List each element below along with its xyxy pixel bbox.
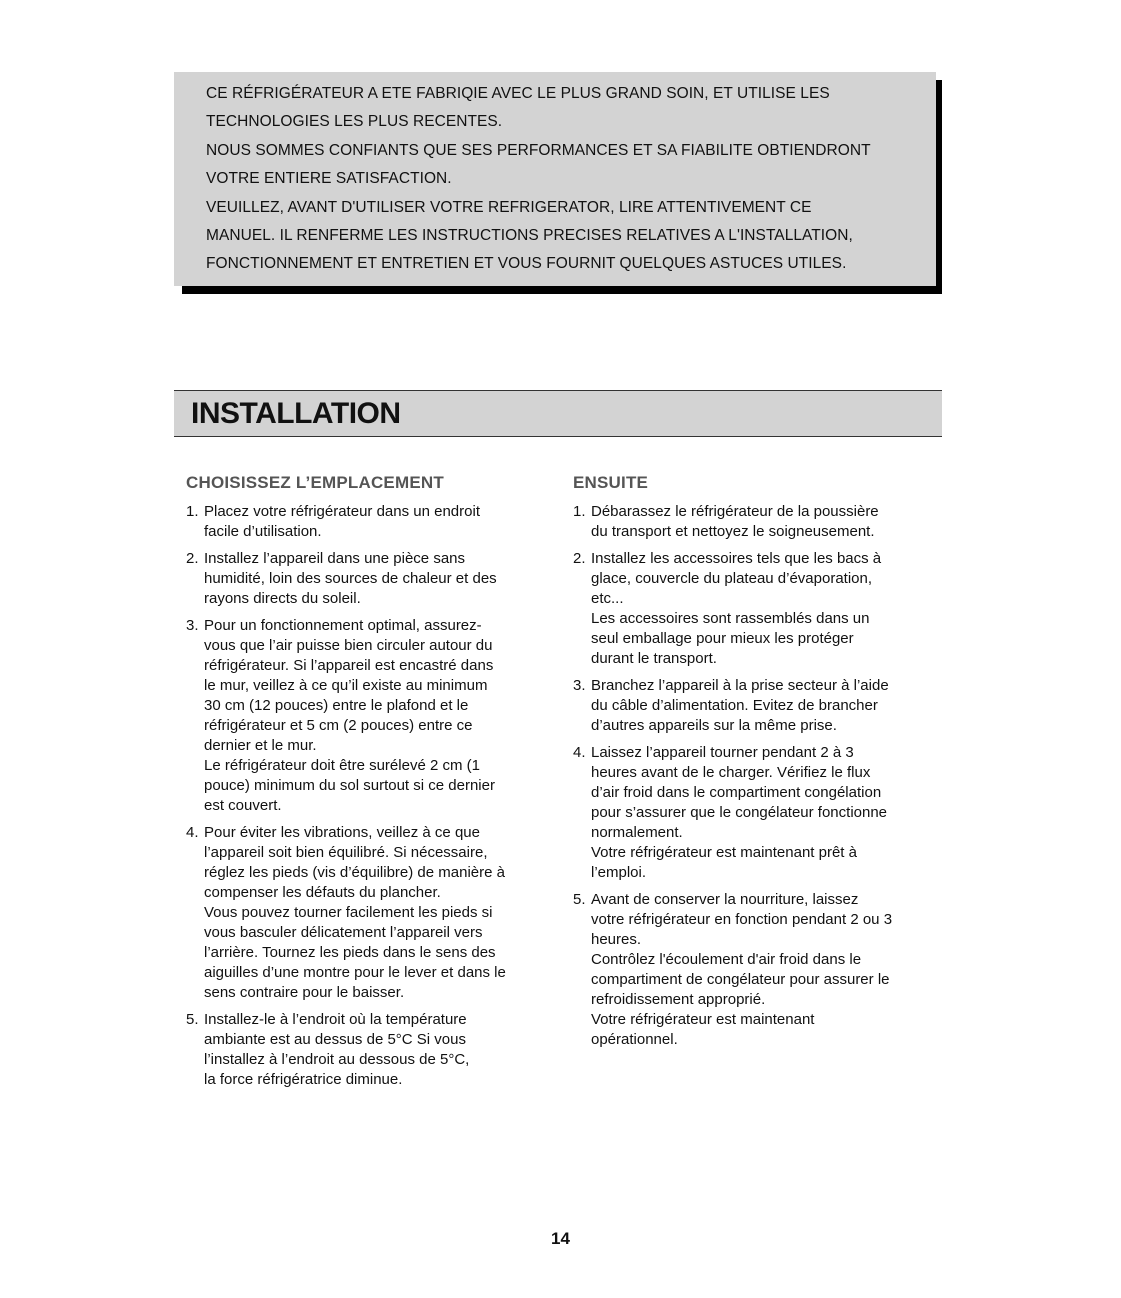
item-text: etc... [591, 590, 624, 607]
notice-line: TECHNOLOGIES LES PLUS RECENTES. [206, 113, 503, 131]
item-text: Pour éviter les vibrations, veillez à ce que [204, 824, 480, 841]
item-text: Installez l’appareil dans une pièce sans [204, 550, 465, 567]
item-text: Laissez l’appareil tourner pendant 2 à 3 [591, 744, 854, 761]
item-text: l’arrière. Tournez les pieds dans le sens des [204, 944, 496, 961]
item-text: est couvert. [204, 797, 282, 814]
item-text: d’air froid dans le compartiment congélation [591, 784, 882, 801]
item-number: 3. [186, 617, 199, 634]
item-text: humidité, loin des sources de chaleur et des [204, 570, 497, 587]
page-number: 14 [551, 1229, 570, 1248]
item-text: refroidissement approprié. [591, 991, 766, 1008]
item-text: Les accessoires sont rassemblés dans un [591, 610, 870, 627]
notice-line: NOUS SOMMES CONFIANTS QUE SES PERFORMANCES ET SA FIABILITE OBTIENDRONT [206, 141, 871, 159]
item-text: heures avant de le charger. Vérifiez le flux [591, 764, 871, 781]
list-item [186, 616, 551, 816]
item-text: aiguilles d’une montre pour le lever et dans le [204, 964, 506, 981]
item-text: sens contraire pour le baisser. [204, 984, 405, 1001]
item-text: Avant de conserver la nourriture, laissez [591, 891, 859, 908]
section-header [174, 390, 942, 437]
item-text: réfrigérateur et 5 cm (2 pouces) entre ce [204, 717, 473, 734]
item-text: Pour un fonctionnement optimal, assurez- [204, 617, 482, 634]
item-text: normalement. [591, 824, 683, 841]
item-text: l’installez à l’endroit au dessous de 5°C, [204, 1051, 470, 1068]
item-text: Installez les accessoires tels que les bacs à [591, 550, 882, 567]
item-text: glace, couvercle du plateau d’évaporation, [591, 570, 873, 587]
item-text: pour s’assurer que le congélateur fonctionne [591, 804, 888, 821]
item-text: l’appareil soit bien équilibré. Si nécessaire, [204, 844, 488, 861]
item-text: Votre réfrigérateur est maintenant [591, 1011, 815, 1028]
notice-box [174, 72, 936, 286]
section-title: INSTALLATION [191, 397, 401, 430]
item-text: Votre réfrigérateur est maintenant prêt à [591, 844, 857, 861]
item-text: rayons directs du soleil. [204, 590, 361, 607]
item-text: Installez-le à l’endroit où la température [204, 1011, 467, 1028]
item-text: vous que l’air puisse bien circuler autour du [204, 637, 493, 654]
item-number: 2. [186, 550, 199, 567]
item-text: Contrôlez l'écoulement d'air froid dans le [591, 951, 862, 968]
item-text: heures. [591, 931, 642, 948]
list-item [186, 502, 551, 542]
item-text: dernier et le mur. [204, 737, 317, 754]
list-item [573, 676, 938, 736]
item-text: vous basculer délicatement l’appareil vers [204, 924, 483, 941]
list-item [573, 743, 938, 883]
item-text: seul emballage pour mieux les protéger [591, 630, 854, 647]
item-text: réglez les pieds (vis d’équilibre) de manière à [204, 864, 505, 881]
item-text: Placez votre réfrigérateur dans un endroit [204, 503, 480, 520]
item-text: du transport et nettoyez le soigneusement. [591, 523, 875, 540]
notice-line: VEUILLEZ, AVANT D'UTILISER VOTRE REFRIGERATOR, LIRE ATTENTIVEMENT CE [206, 198, 812, 216]
item-text: l’emploi. [591, 864, 647, 881]
item-number: 3. [573, 677, 586, 694]
item-text: ambiante est au dessus de 5°C Si vous [204, 1031, 466, 1048]
item-text: pouce) minimum du sol surtout si ce dernier [204, 777, 495, 794]
notice-line: CE RÉFRIGÉRATEUR A ETE FABRIQIE AVEC LE PLUS GRAND SOIN, ET UTILISE LES [206, 85, 830, 102]
item-number: 4. [186, 824, 199, 841]
item-number: 4. [573, 744, 586, 761]
item-text: opérationnel. [591, 1031, 678, 1048]
item-text: Débarassez le réfrigérateur de la poussière [591, 503, 879, 520]
item-text: Vous pouvez tourner facilement les pieds si [204, 904, 493, 921]
item-text: votre réfrigérateur en fonction pendant 2 ou 3 [591, 911, 893, 928]
item-text: facile d’utilisation. [204, 523, 322, 540]
left-column-heading: CHOISISSEZ L’EMPLACEMENT [186, 473, 444, 492]
list-item [186, 549, 551, 609]
item-text: du câble d’alimentation. Evitez de brancher [591, 697, 878, 714]
item-text: d’autres appareils sur la même prise. [591, 717, 837, 734]
intro-notice [174, 72, 936, 286]
item-text: le mur, veillez à ce qu’il existe au minimum [204, 677, 488, 694]
right-column [573, 472, 938, 1057]
list-item [186, 1010, 551, 1090]
notice-line: FONCTIONNEMENT ET ENTRETIEN ET VOUS FOURNIT QUELQUES ASTUCES UTILES. [206, 255, 847, 273]
item-number: 2. [573, 550, 586, 567]
list-item [573, 549, 938, 669]
item-text: la force réfrigératrice diminue. [204, 1071, 403, 1088]
notice-line: VOTRE ENTIERE SATISFACTION. [206, 170, 452, 188]
item-text: durant le transport. [591, 650, 717, 667]
list-item [573, 502, 938, 542]
notice-line: MANUEL. IL RENFERME LES INSTRUCTIONS PRECISES RELATIVES A L'INSTALLATION, [206, 227, 853, 245]
left-column [186, 472, 551, 1097]
list-item [573, 890, 938, 1050]
item-text: Branchez l’appareil à la prise secteur à l’aide [591, 677, 889, 694]
item-text: compenser les défauts du plancher. [204, 884, 441, 901]
item-number: 1. [573, 503, 586, 520]
item-text: 30 cm (12 pouces) entre le plafond et le [204, 697, 469, 714]
item-text: compartiment de congélateur pour assurer le [591, 971, 890, 988]
item-text: Le réfrigérateur doit être surélevé 2 cm (1 [204, 757, 480, 774]
list-item [186, 823, 551, 1003]
item-text: réfrigérateur. Si l’appareil est encastré dans [204, 657, 494, 674]
item-number: 5. [573, 891, 586, 908]
item-number: 1. [186, 503, 199, 520]
right-column-heading: ENSUITE [573, 473, 649, 492]
item-number: 5. [186, 1011, 199, 1028]
